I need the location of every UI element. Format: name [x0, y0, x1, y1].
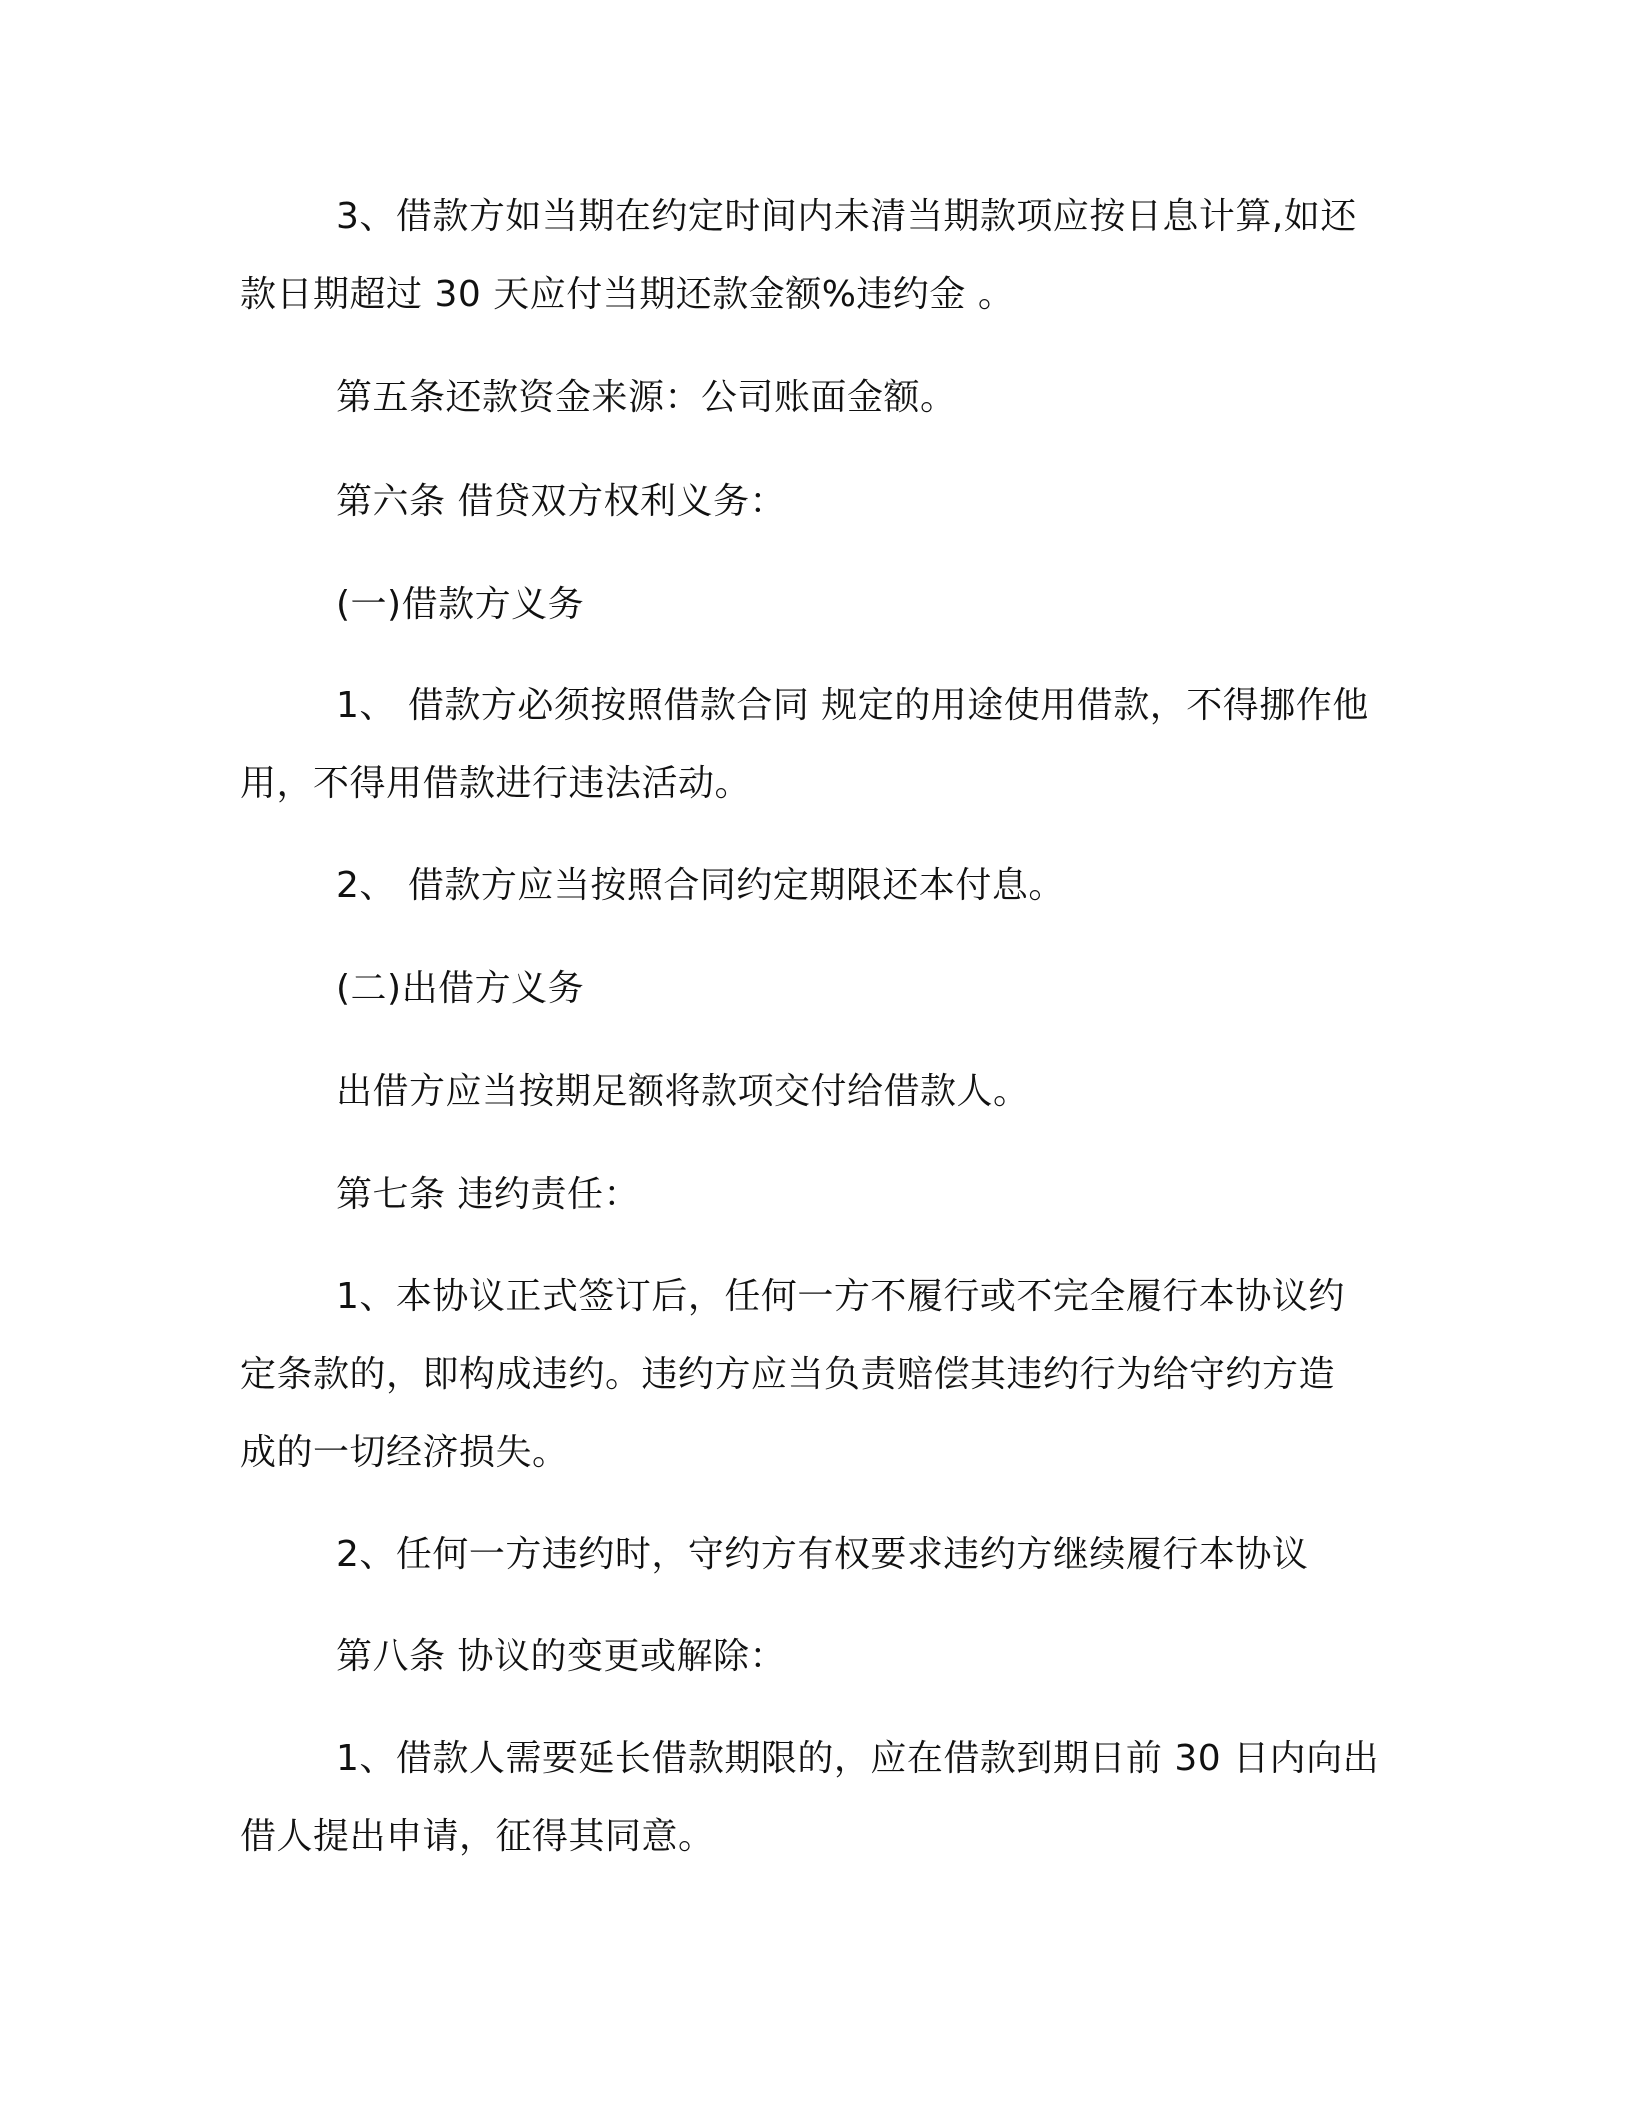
clause-3-late-payment [240, 178, 1390, 334]
modification-clause-1 [240, 1720, 1390, 1876]
text-line: 1、 借款方必须按照借款合同 规定的用途使用借款，不得挪作他 [336, 685, 1369, 726]
text-line: 成的一切经济损失。 [240, 1432, 569, 1473]
text-line: 1、借款人需要延长借款期限的，应在借款到期日前 30 日内向出 [336, 1738, 1380, 1779]
article-6-borrower-duties-heading [240, 566, 1390, 644]
breach-clause-2 [240, 1516, 1390, 1594]
breach-clause-1 [240, 1258, 1390, 1492]
article-8-heading [240, 1618, 1390, 1696]
text-line: 第五条还款资金来源：公司账面金额。 [336, 377, 957, 418]
text-line: 用，不得用借款进行违法活动。 [240, 763, 752, 804]
lender-duty [240, 1053, 1390, 1131]
borrower-duty-2 [240, 847, 1390, 925]
article-5-repayment-source [240, 359, 1390, 437]
text-line: 款日期超过 30 天应付当期还款金额%违约金 。 [240, 274, 1015, 315]
text-line: 借人提出申请，征得其同意。 [240, 1816, 715, 1857]
text-line: (一)借款方义务 [336, 584, 585, 625]
text-line: (二)出借方义务 [336, 968, 585, 1009]
text-line: 定条款的，即构成违约。违约方应当负责赔偿其违约行为给守约方造 [240, 1354, 1336, 1395]
article-6-lender-duties-heading [240, 950, 1390, 1028]
article-7-heading [240, 1156, 1390, 1234]
article-6-heading [240, 463, 1390, 541]
borrower-duty-1 [240, 667, 1390, 823]
text-line: 2、任何一方违约时，守约方有权要求违约方继续履行本协议 [336, 1534, 1309, 1575]
text-line: 第六条 借贷双方权利义务： [336, 481, 786, 522]
text-line: 3、借款方如当期在约定时间内未清当期款项应按日息计算,如还 [336, 196, 1357, 237]
text-line: 1、本协议正式签订后，任何一方不履行或不完全履行本协议约 [336, 1276, 1345, 1317]
text-line: 第七条 违约责任： [336, 1174, 640, 1215]
text-line: 第八条 协议的变更或解除： [336, 1636, 786, 1677]
text-line: 出借方应当按期足额将款项交付给借款人。 [336, 1071, 1030, 1112]
text-line: 2、 借款方应当按照合同约定期限还本付息。 [336, 865, 1065, 906]
